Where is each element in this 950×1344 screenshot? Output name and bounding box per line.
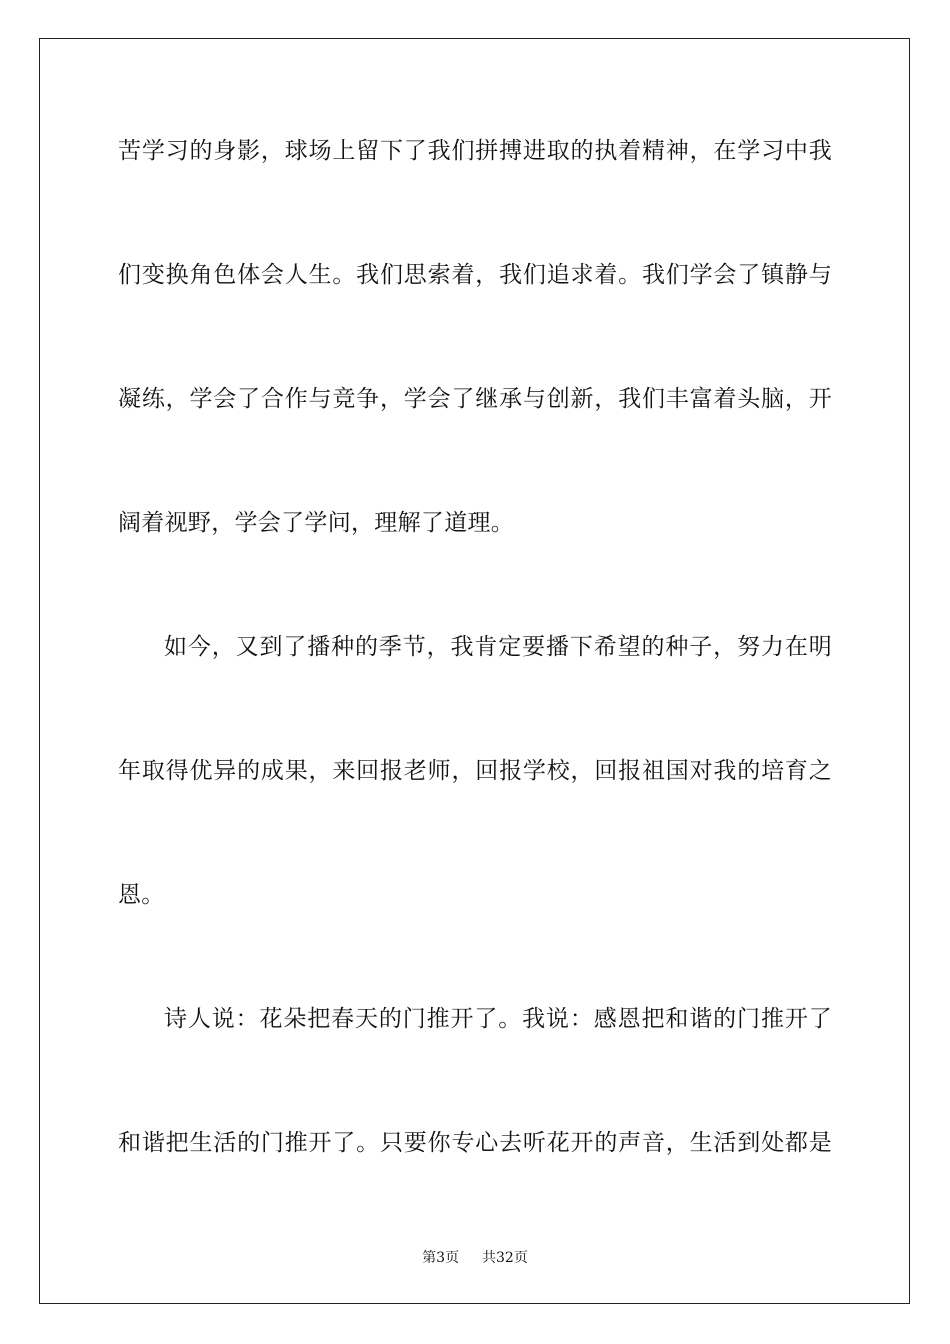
paragraph-2-line-1: 如今，又到了播种的季节，我肯定要播下希望的种子，努力在明	[164, 634, 832, 660]
text-line-3: 凝练，学会了合作与竞争，学会了继承与创新，我们丰富着头脑，开	[118, 386, 832, 412]
text-line-4: 阔着视野，学会了学问，理解了道理。	[118, 510, 515, 536]
paragraph-3-line-2: 和谐把生活的门推开了。只要你专心去听花开的声音，生活到处都是	[118, 1130, 832, 1156]
text-line-1: 苦学习的身影，球场上留下了我们拼搏进取的执着精神，在学习中我	[118, 138, 832, 164]
paragraph-2-line-2: 年取得优异的成果，来回报老师，回报学校，回报祖国对我的培育之	[118, 758, 832, 784]
page-footer	[0, 1247, 950, 1267]
text-line-2: 们变换角色体会人生。我们思索着，我们追求着。我们学会了镇静与	[118, 262, 832, 288]
page-number-current: 第3页	[422, 1250, 460, 1266]
paragraph-3-line-1: 诗人说：花朵把春天的门推开了。我说：感恩把和谐的门推开了	[164, 1006, 832, 1032]
page-border	[39, 38, 910, 1304]
page-number-total: 共32页	[482, 1250, 528, 1266]
paragraph-2-line-3: 恩。	[118, 882, 165, 908]
